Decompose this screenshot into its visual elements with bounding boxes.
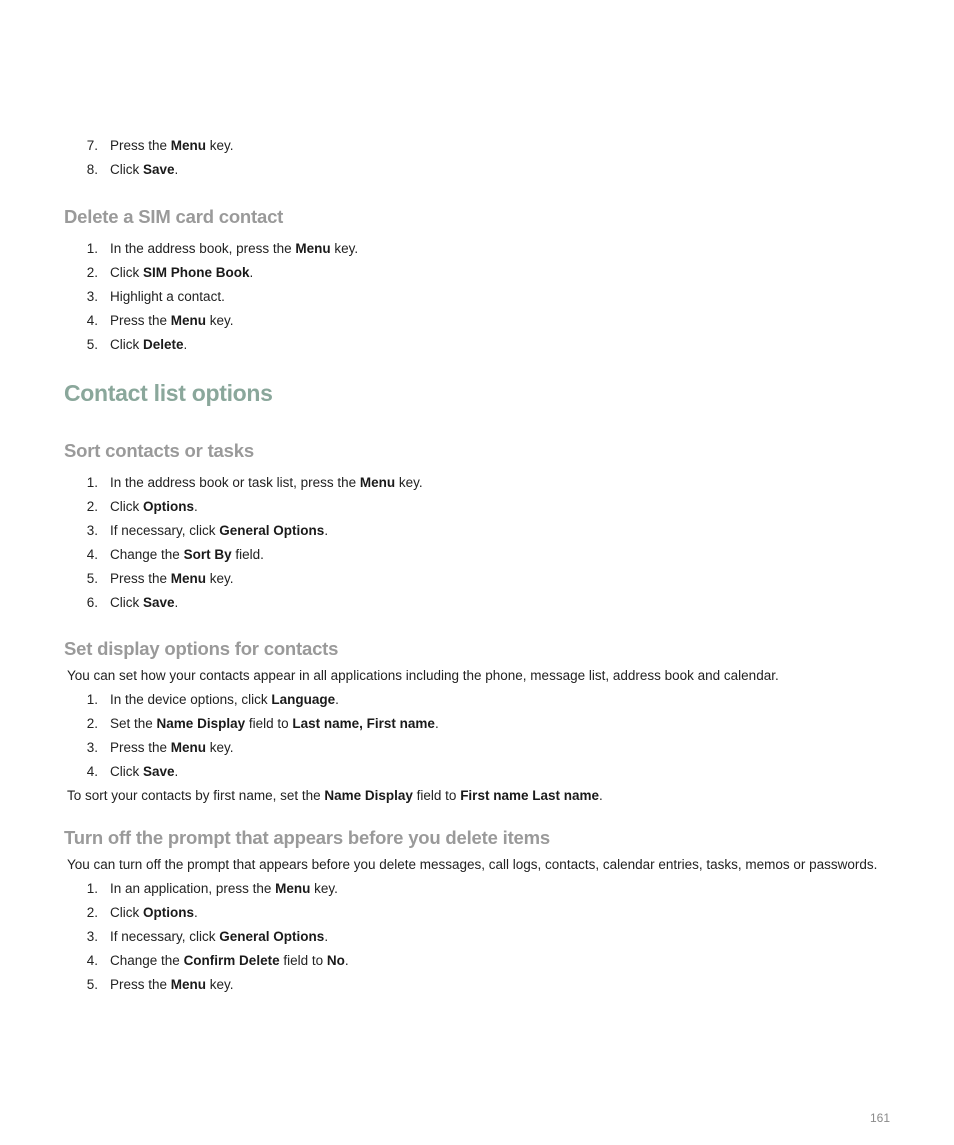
heading-display-options: Set display options for contacts [64, 638, 339, 659]
step-text: Click SIM Phone Book. [110, 265, 254, 280]
step-number: 1. [86, 475, 98, 490]
step-number: 4. [86, 953, 98, 968]
step-text: Click Options. [110, 905, 198, 920]
step-number: 2. [86, 905, 98, 920]
section-title-contact-list-options: Contact list options [64, 380, 273, 406]
step-number: 5. [86, 977, 98, 992]
step-number: 6. [86, 595, 98, 610]
display-options-intro: You can set how your contacts appear in all applications including the phone, message list, address book and calendar. [67, 668, 779, 683]
step-number: 8. [86, 162, 98, 177]
page-number: 161 [869, 1111, 890, 1125]
step-text: Click Options. [110, 499, 198, 514]
step-text: In the device options, click Language. [110, 692, 339, 707]
step-text: Press the Menu key. [110, 313, 234, 328]
step-number: 4. [86, 764, 98, 779]
step-number: 7. [86, 138, 98, 153]
step-text: Highlight a contact. [110, 289, 225, 304]
step-text: Change the Sort By field. [110, 547, 264, 562]
step-number: 3. [86, 929, 98, 944]
heading-sort-contacts: Sort contacts or tasks [64, 440, 254, 461]
step-number: 1. [86, 881, 98, 896]
step-number: 5. [86, 571, 98, 586]
step-text: Press the Menu key. [110, 571, 234, 586]
display-options-note: To sort your contacts by first name, set the Name Display field to First name Last name. [67, 788, 603, 803]
step-number: 2. [86, 265, 98, 280]
step-text: If necessary, click General Options. [110, 523, 329, 538]
step-number: 5. [86, 337, 98, 352]
step-text: Set the Name Display field to Last name, First name. [110, 716, 439, 731]
step-text: Press the Menu key. [110, 740, 234, 755]
step-number: 3. [86, 289, 98, 304]
step-text: Click Save. [110, 595, 179, 610]
step-text: If necessary, click General Options. [110, 929, 329, 944]
heading-delete-sim-contact: Delete a SIM card contact [64, 206, 284, 227]
heading-turn-off-prompt: Turn off the prompt that appears before you delete items [64, 827, 550, 848]
step-text: In an application, press the Menu key. [110, 881, 338, 896]
step-text: In the address book or task list, press the Menu key. [110, 475, 423, 490]
step-number: 4. [86, 313, 98, 328]
step-text: Change the Confirm Delete field to No. [110, 953, 349, 968]
step-text: Press the Menu key. [110, 138, 234, 153]
turn-off-prompt-intro: You can turn off the prompt that appears before you delete messages, call logs, contacts, calendar entries, tasks, memos or passwords. [67, 857, 878, 872]
step-number: 3. [86, 740, 98, 755]
step-text: Press the Menu key. [110, 977, 234, 992]
step-number: 1. [86, 692, 98, 707]
step-number: 3. [86, 523, 98, 538]
step-number: 2. [86, 499, 98, 514]
step-number: 2. [86, 716, 98, 731]
step-number: 1. [86, 241, 98, 256]
step-text: Click Save. [110, 764, 179, 779]
step-number: 4. [86, 547, 98, 562]
step-text: Click Save. [110, 162, 179, 177]
step-text: In the address book, press the Menu key. [110, 241, 359, 256]
step-text: Click Delete. [110, 337, 188, 352]
